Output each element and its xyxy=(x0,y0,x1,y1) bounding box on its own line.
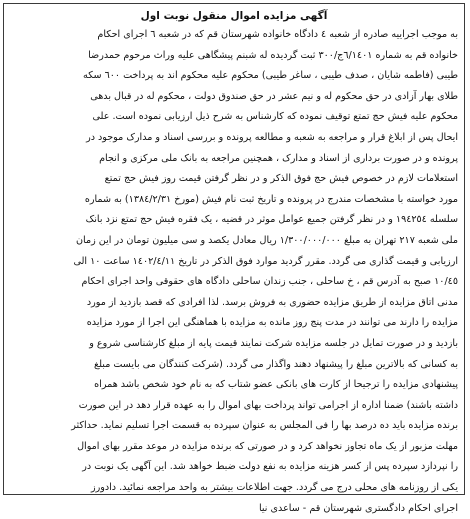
notice-line: مهلت مزبور از یک ماه تجاوز نخواهد کرد و در صورتی که برنده مزایده در موعد مقرر بهای اموال xyxy=(77,440,458,452)
notice-line: بازدید و در صورت تمایل در جلسه مزایده شرکت نمایند قیمت پایه از مبلغ کارشناسی شروع و xyxy=(89,337,458,349)
notice-line: داشته باشند) ضمنا اداره از اجرامی تواند پرداخت بهای اموال را به عهده قرار دهد در این صورت xyxy=(78,399,458,411)
notice-title: آگهی مزایده اموال منقول نوبت اول xyxy=(140,10,328,22)
auction-notice xyxy=(3,3,465,514)
notice-line: مدنی اتاق مزایده از طریق مزایده حضوری به فروش برسد. لذا افرادی که قصد بازدید از مورد xyxy=(86,296,458,308)
notice-line: یکی از روزنامه های محلی درج می گردد. جهت اطلاعات بیشتر به واحد مراجعه نمائید. دادورز xyxy=(90,482,458,494)
notice-line: پیشنهادی مزایده را ترجیحا از کارت های بانکی عضو شتاب که به نام خود شخص باشد همراه xyxy=(94,379,458,391)
notice-line: مزایده را دارند می توانند در مدت پنج روز مانده به مزایده با هماهنگی این اجرا از مورد مزایده xyxy=(86,317,458,329)
notice-line: اجرای احکام دادگستری شهرستان قم - ساعدی نیا xyxy=(258,502,458,514)
notice-line: به موجب اجراییه صادره از شعبه ٤ دادگاه خانواده شهرستان قم که در شعبه ٦ اجرای احکام xyxy=(97,29,458,40)
notice-line: برنده مزایده باید ده درصد بها را فی المجلس به عنوان سپرده به قسمت اجرا تسلیم نماید. حداکثر xyxy=(71,420,458,432)
notice-body xyxy=(10,25,458,519)
notice-line: را نپردازد سپرده پس از کسر هزینه مزایده به نفع دولت ضبط خواهد شد. این آگهی یک نوبت در xyxy=(82,461,458,473)
notice-line: مورد خواسته با مشخصات مندرج در پرونده و تاریخ ثبت نام فیش (مورخ ١٣٨٤/٢/٣١) به شماره xyxy=(84,193,458,205)
notice-line: ١٠/٤٥ صبح به آدرس قم ، خ ساحلی ، جنب زندان ساحلی دادگاه های حقوقی واحد اجرای احکام xyxy=(81,276,458,288)
notice-line: طلای بهار آزادی در حق محکوم له و نیم عشر در حق صندوق دولت ، محکوم له در قبال بدهی xyxy=(90,90,458,102)
notice-line: ارزیابی و قیمت گذاری می گردد. مقرر گردید موارد فوق الذکر در تاریخ ١٤٠٢/٤/١١ ساعت ١٠ الی xyxy=(73,255,458,267)
notice-line: سلسله ١٩٤٢٥٤ و در نظر گرفتن جمیع عوامل موثر در قضیه ، یک فقره فیش حج تمتع نزد بانک xyxy=(85,214,458,226)
notice-line: به کسانی که بالاترین مبلغ را پیشنهاد دهند واگذار می گردد. (شرکت کنندگان می بایست مبلغ xyxy=(94,358,458,370)
notice-line: خانواده قم به شماره ٦/١٤٠١ج/٣٠٠ ثبت گردیده له شبنم پیشگاهی علیه وراث مرحوم حمدرضا xyxy=(88,49,458,61)
notice-line: ملی شعبه ٢١٧ تهران به مبلغ ١/٣٠٠/٠٠٠/٠٠٠ ریال معادل یکصد و سی میلیون تومان در این زمان xyxy=(75,234,458,246)
notice-line: پرونده و در صورت برداری از اسناد و مدارک ، همچنین مراجعه به بانک ملی مرکزی و انجام xyxy=(99,152,458,164)
notice-line: محکوم علیه فیش حج تمتع توقیف نموده که کارشناس به شرح ذیل ارزیابی نموده است. علی xyxy=(92,111,458,123)
notice-line: طیبی (فاطمه شایان ، صدف طیبی ، ساغر طیبی) محکوم علیه محکوم اند به پرداخت ٦٠٠ سکه xyxy=(83,70,458,82)
notice-line: استعلامات لازم در خصوص فیش حج فوق الذکر و در نظر گرفتن قیمت روز فیش حج تمتع xyxy=(104,173,458,185)
notice-line: ایحال پس از ابلاغ قرار و مراجعه به شعبه و مطالعه پرونده و بررسی اسناد و مدارک موجود در xyxy=(86,131,458,143)
